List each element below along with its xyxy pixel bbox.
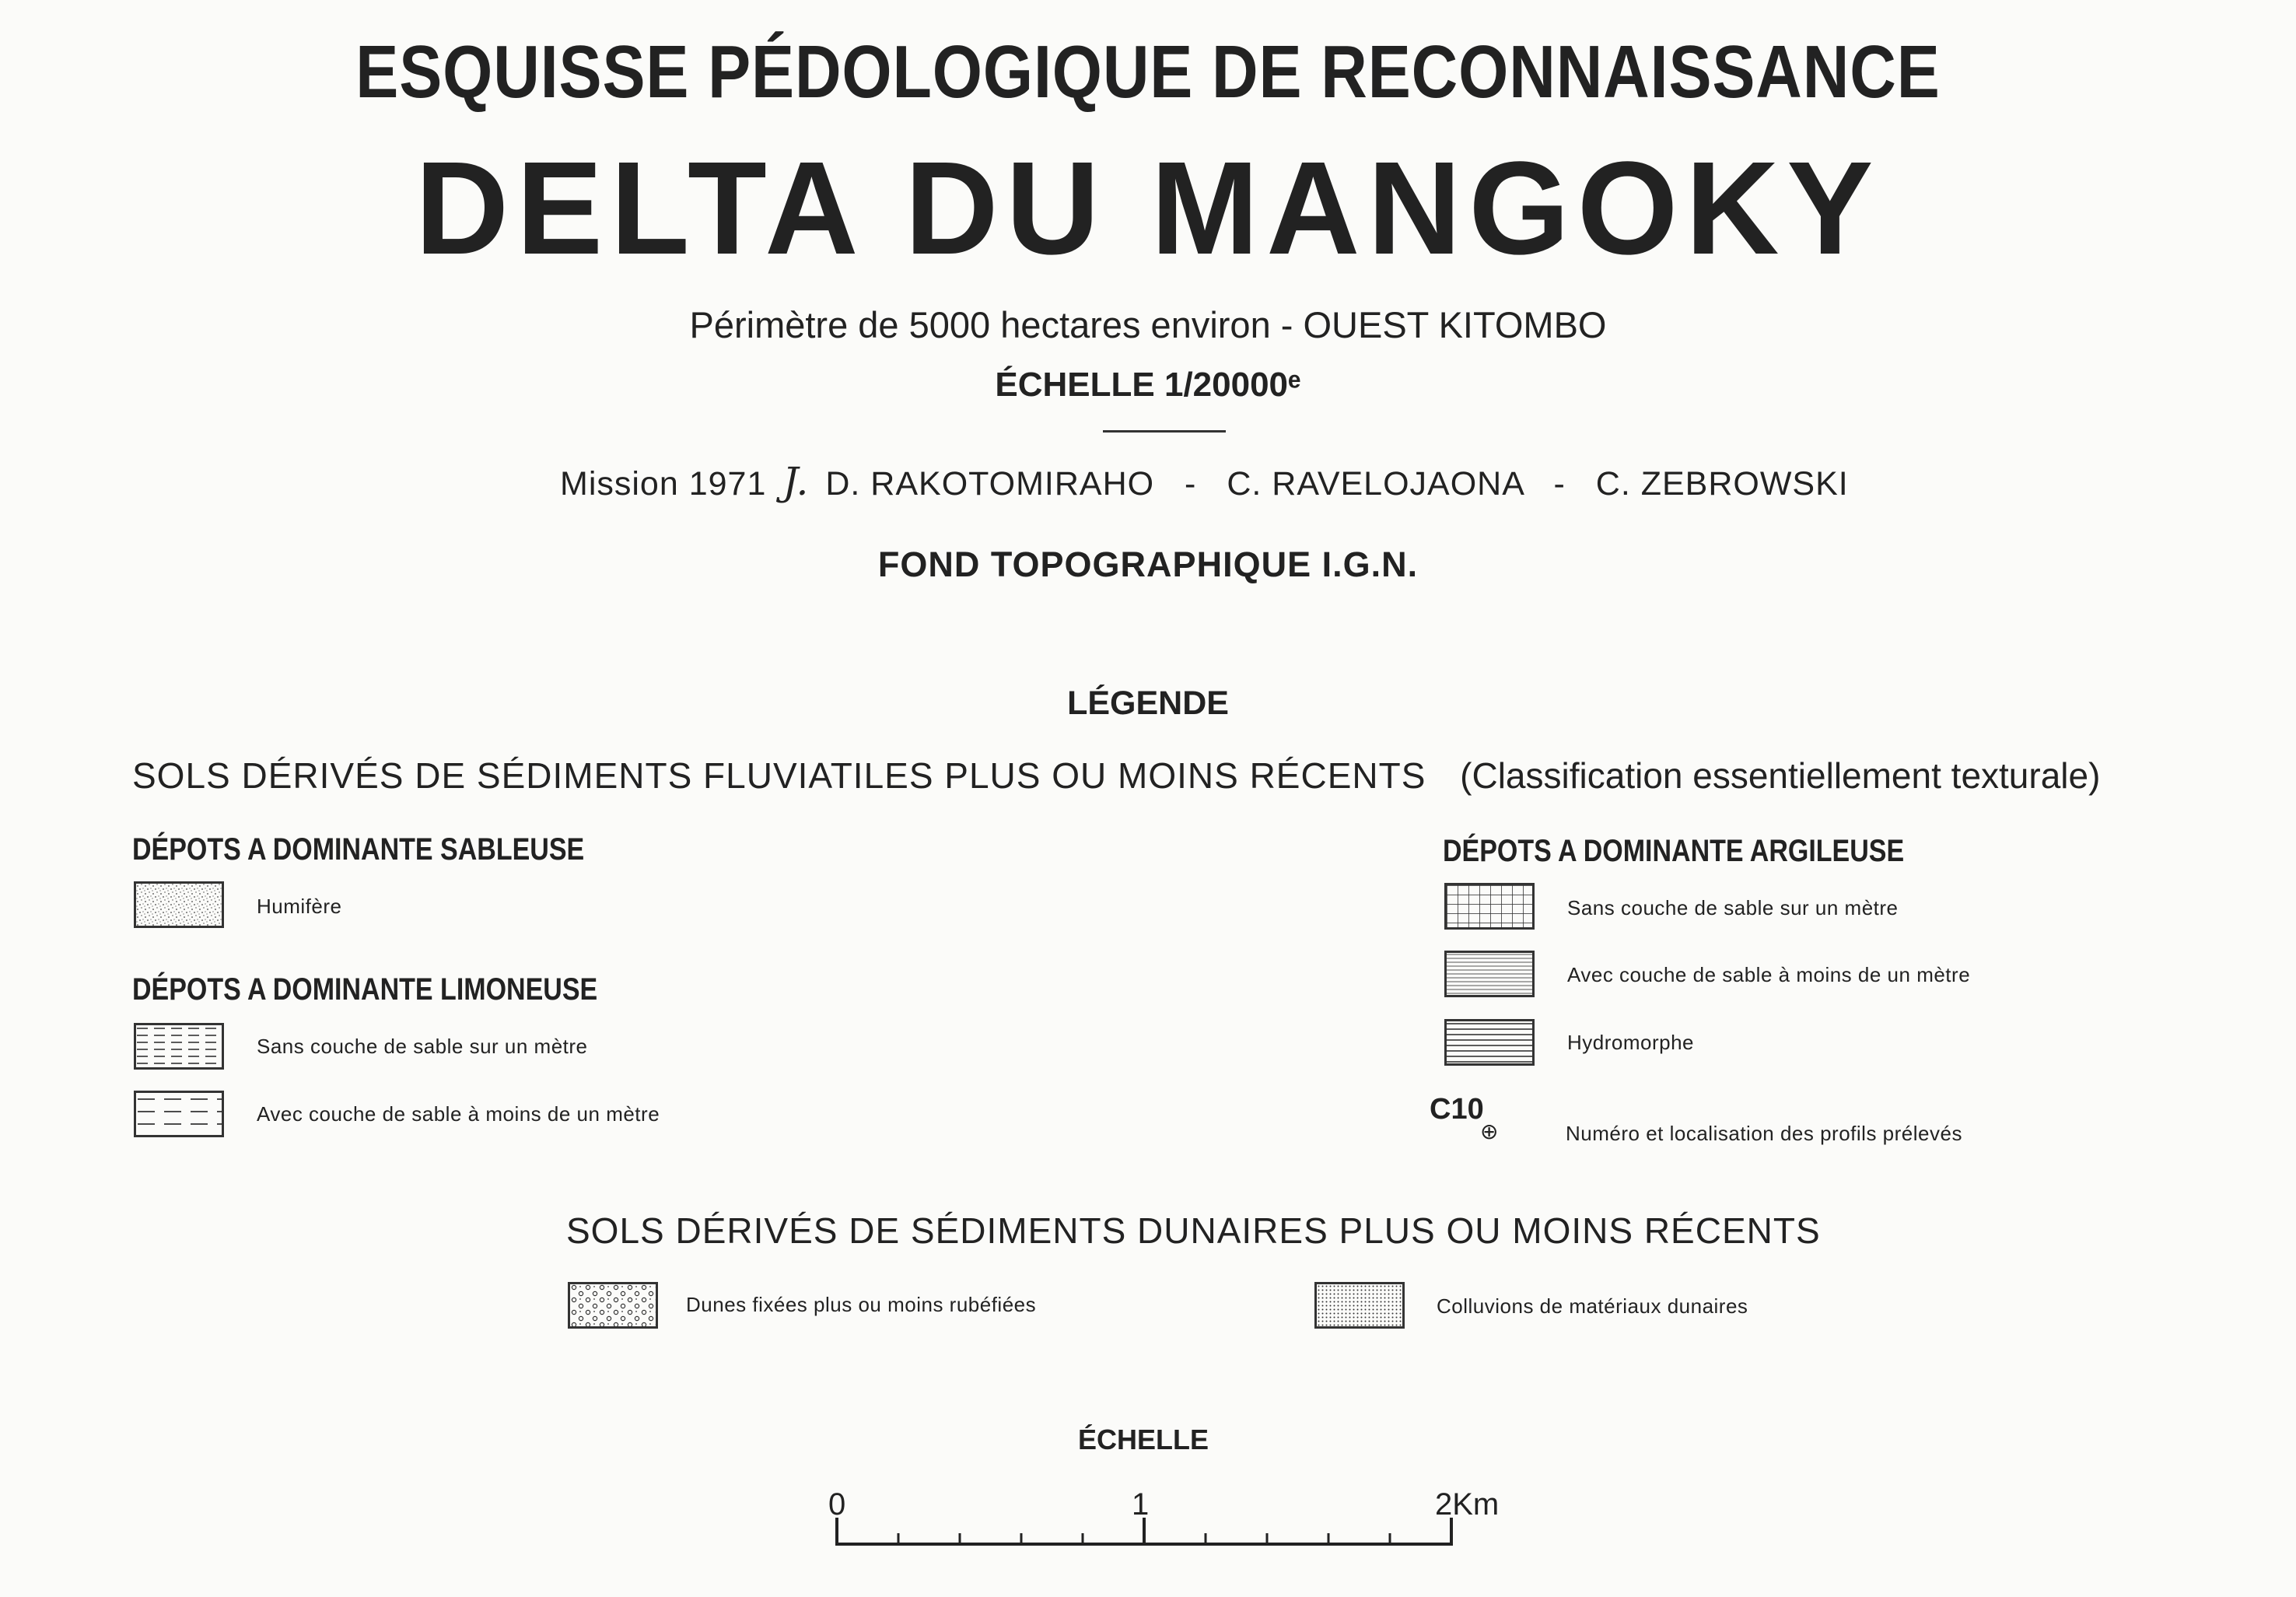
profile-code: C10 bbox=[1430, 1093, 1484, 1126]
author-3: C. ZEBROWSKI bbox=[1595, 465, 1849, 503]
scale-label-2: 2Km bbox=[1435, 1487, 1500, 1522]
section-fluviatile-heading: SOLS DÉRIVÉS DE SÉDIMENTS FLUVIATILES PLUS OU MOINS RÉCENTS bbox=[132, 755, 1426, 796]
title-divider bbox=[1103, 430, 1226, 433]
scale-bar bbox=[824, 1505, 1462, 1552]
section-fluviatile-title bbox=[132, 755, 2100, 797]
swatch-hydromorphe bbox=[1444, 1019, 1535, 1066]
author-separator: - bbox=[1553, 465, 1566, 503]
map-subtitle: Périmètre de 5000 hectares environ - OUEST KITOMBO bbox=[689, 304, 1607, 345]
section-dunaire-title: SOLS DÉRIVÉS DE SÉDIMENTS DUNAIRES PLUS OU MOINS RÉCENTS bbox=[566, 1210, 1821, 1251]
heading-sableuse: DÉPOTS A DOMINANTE SABLEUSE bbox=[132, 832, 585, 867]
label-limon-sans-sable: Sans couche de sable sur un mètre bbox=[257, 1035, 588, 1058]
profile-marker-icon: ⊕ bbox=[1480, 1119, 1499, 1143]
label-limon-avec-sable: Avec couche de sable à moins de un mètre bbox=[257, 1102, 660, 1126]
author-separator: - bbox=[1185, 465, 1197, 503]
map-region-title: DELTA DU MANGOKY bbox=[415, 135, 1881, 282]
scale-label-0: 0 bbox=[828, 1487, 846, 1522]
heading-limoneuse: DÉPOTS A DOMINANTE LIMONEUSE bbox=[132, 972, 598, 1007]
swatch-limon-sans-sable bbox=[134, 1023, 224, 1070]
swatch-dunes-fixees bbox=[568, 1282, 658, 1329]
label-humifere: Humifère bbox=[257, 895, 342, 918]
swatch-argile-sans-sable bbox=[1444, 883, 1535, 930]
swatch-colluvions bbox=[1314, 1282, 1405, 1329]
label-profile: Numéro et localisation des profils prélevés bbox=[1566, 1122, 1962, 1145]
map-title: ESQUISSE PÉDOLOGIQUE DE RECONNAISSANCE bbox=[355, 30, 1941, 114]
swatch-limon-avec-sable bbox=[134, 1091, 224, 1137]
label-hydromorphe: Hydromorphe bbox=[1567, 1031, 1695, 1054]
mission-label: Mission 1971 bbox=[560, 465, 767, 503]
scale-ratio: ÉCHELLE 1/20000ᵉ bbox=[995, 366, 1301, 404]
swatch-argile-avec-sable bbox=[1444, 951, 1535, 997]
legend-title: LÉGENDE bbox=[1067, 685, 1229, 722]
topo-source: FOND TOPOGRAPHIQUE I.G.N. bbox=[877, 545, 1419, 584]
author-1: D. RAKOTOMIRAHO bbox=[825, 465, 1155, 503]
label-argile-sans-sable: Sans couche de sable sur un mètre bbox=[1567, 896, 1899, 919]
mission-credits bbox=[560, 459, 1849, 504]
heading-argileuse: DÉPOTS A DOMINANTE ARGILEUSE bbox=[1443, 834, 1905, 868]
author-2: C. RAVELOJAONA bbox=[1227, 465, 1524, 503]
handwritten-initial: J. bbox=[782, 459, 810, 504]
label-colluvions: Colluvions de matériaux dunaires bbox=[1437, 1294, 1748, 1318]
scale-bar-title: ÉCHELLE bbox=[1077, 1424, 1209, 1455]
label-argile-avec-sable: Avec couche de sable à moins de un mètre bbox=[1567, 963, 1971, 986]
swatch-humifere bbox=[134, 881, 224, 928]
scale-label-1: 1 bbox=[1132, 1487, 1150, 1522]
section-fluviatile-note: (Classification essentiellement texturale) bbox=[1460, 755, 2101, 796]
label-dunes-fixees: Dunes fixées plus ou moins rubéfiées bbox=[686, 1293, 1037, 1316]
